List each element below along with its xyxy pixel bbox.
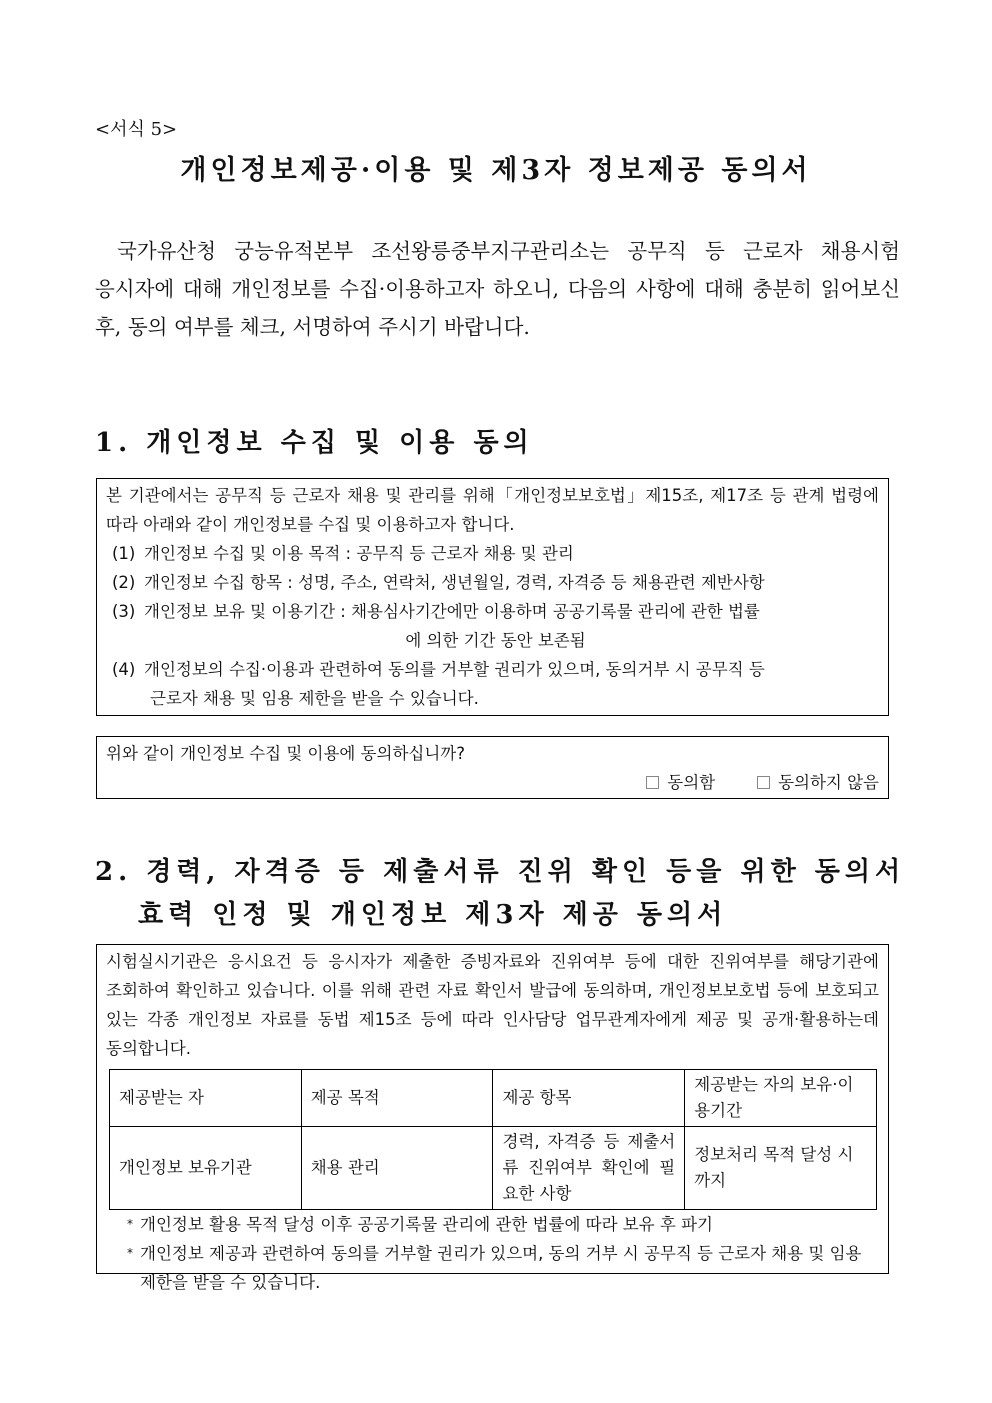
table-cell: 정보처리 목적 달성 시까지 (685, 1127, 877, 1210)
section1-item: (3) 개인정보 보유 및 이용기간 : 채용심사기간에만 이용하며 공공기록물 관리에 관한 법률 에 의한 기간 동안 보존됨 (112, 602, 760, 650)
section1-body: 본 기관에서는 공무직 등 근로자 채용 및 관리를 위해「개인정보보호법」제15조, 제17조 등 관계 법령에 따라 아래와 같이 개인정보를 수집 및 이용하고자 합니다. (106, 486, 879, 534)
section2-heading-line1: 2. 경력, 자격증 등 제출서류 진위 확인 등을 위한 동의서 (95, 857, 906, 887)
table-header-cell: 제공 항목 (493, 1070, 685, 1127)
section1-info-box (96, 478, 889, 716)
agree-label: 동의함 (667, 773, 716, 792)
note-item: * 개인정보 활용 목적 달성 이후 공공기록물 관리에 관한 법률에 따라 보유 후 파기 (120, 1210, 879, 1239)
intro-paragraph (95, 232, 900, 346)
section2-body: 시험실시기관은 응시요건 등 응시자가 제출한 증빙자료와 진위여부 등에 대한 진위여부를 해당기관에 조회하여 확인하고 있습니다. 이를 위해 관련 자료 확인서 발급에 동의하며, 개인정보보호법 등에 보호되고 있는 각종 개인정보 자료를 동법 제15조 등에 따라 인사담당 업무관계자에게 제공 및 공개·활용하는데 동의합니다. (106, 952, 879, 1058)
section2-info-box (96, 944, 889, 1292)
agree-option[interactable] (646, 768, 715, 797)
disagree-checkbox[interactable] (757, 776, 770, 789)
consent-options (106, 768, 879, 797)
table-row (110, 1127, 877, 1210)
provision-table (109, 1069, 877, 1210)
form-label: <서식 5> (95, 119, 178, 140)
section1-heading: 1. 개인정보 수집 및 이용 동의 (95, 428, 534, 458)
consent-question-box (96, 736, 889, 799)
table-header-cell: 제공받는 자의 보유·이용기간 (685, 1070, 877, 1127)
consent-question: 위와 같이 개인정보 수집 및 이용에 동의하십니까? (106, 744, 466, 763)
notes-list (106, 1210, 879, 1297)
section1-item: (4) 개인정보의 수집·이용과 관련하여 동의를 거부할 권리가 있으며, 동의거부 시 공무직 등 근로자 채용 및 임용 제한을 받을 수 있습니다. (112, 660, 765, 708)
section1-item: (2) 개인정보 수집 항목 : 성명, 주소, 연락처, 생년월일, 경력, 자격증 등 채용관련 제반사항 (112, 573, 765, 592)
table-header-row (110, 1070, 877, 1127)
table-cell: 개인정보 보유기관 (110, 1127, 302, 1210)
section2-heading-line2: 효력 인정 및 개인정보 제3자 제공 동의서 (138, 900, 728, 930)
disagree-label: 동의하지 않음 (778, 773, 879, 792)
table-header-cell: 제공 목적 (301, 1070, 493, 1127)
disagree-option[interactable] (757, 768, 879, 797)
table-cell: 경력, 자격증 등 제출서류 진위여부 확인에 필요한 사항 (493, 1127, 685, 1210)
table-cell: 채용 관리 (301, 1127, 493, 1210)
section1-item: (1) 개인정보 수집 및 이용 목적 : 공무직 등 근로자 채용 및 관리 (112, 544, 574, 563)
document-title: 개인정보제공·이용 및 제3자 정보제공 동의서 (180, 155, 812, 186)
asterisk-icon: * (127, 1217, 133, 1231)
intro-text: 국가유산청 궁능유적본부 조선왕릉중부지구관리소는 공무직 등 근로자 채용시험 응시자에 대해 개인정보를 수집·이용하고자 하오니, 다음의 사항에 대해 충분히 읽어보신 후, 동의 여부를 체크, 서명하여 주시기 바랍니다. (95, 239, 900, 339)
note-item: * 개인정보 제공과 관련하여 동의를 거부할 권리가 있으며, 동의 거부 시 공무직 등 근로자 채용 및 임용 제한을 받을 수 있습니다. (120, 1239, 879, 1297)
table-header-cell: 제공받는 자 (110, 1070, 302, 1127)
agree-checkbox[interactable] (646, 776, 659, 789)
asterisk-icon: * (127, 1246, 133, 1260)
